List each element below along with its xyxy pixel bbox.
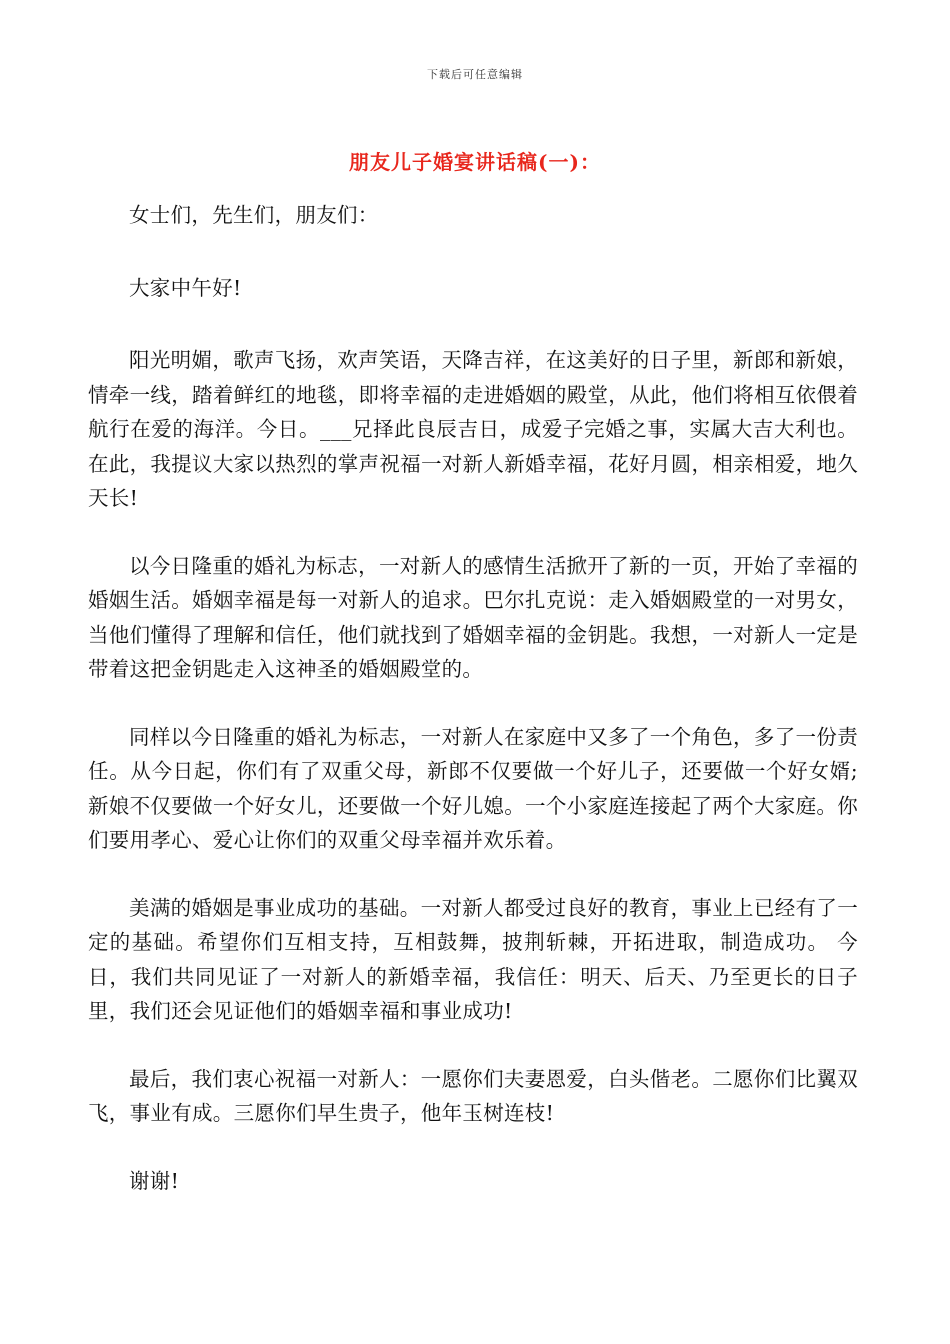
body-paragraph-4: 美满的婚姻是事业成功的基础。一对新人都受过良好的教育，事业上已经有了一定的基础。希望你们互相支持，互相鼓舞，披荆斩棘，开拓进取，制造成功。 今日，我们共同见证了一对新人的新婚幸福，我信任：明天、后天、乃至更长的日子里，我们还会见证他们的婚姻幸福和事业成功!	[88, 895, 858, 1023]
header-note: 下载后可任意编辑	[427, 68, 523, 81]
body-paragraph-3: 同样以今日隆重的婚礼为标志，一对新人在家庭中又多了一个角色，多了一份责任。从今日起，你们有了双重父母，新郎不仅要做一个好儿子，还要做一个好女婿;新娘不仅要做一个好女儿，还要做一个好儿媳。一个小家庭连接起了两个大家庭。你们要用孝心、爱心让你们的双重父母幸福并欢乐着。	[88, 724, 858, 852]
body-paragraph-2: 以今日隆重的婚礼为标志，一对新人的感情生活掀开了新的一页，开始了幸福的婚姻生活。婚姻幸福是每一对新人的追求。巴尔扎克说：走入婚姻殿堂的一对男女，当他们懂得了理解和信任，他们就找到了婚姻幸福的金钥匙。我想，一对新人一定是带着这把金钥匙走入这神圣的婚姻殿堂的。	[88, 553, 858, 681]
closing-paragraph: 谢谢!	[129, 1168, 180, 1193]
document-body	[88, 198, 858, 1231]
greeting-paragraph: 大家中午好!	[129, 275, 242, 300]
document-title: 朋友儿子婚宴讲话稿(一)：	[349, 150, 601, 174]
body-paragraph-5: 最后，我们衷心祝福一对新人：一愿你们夫妻恩爱，白头偕老。二愿你们比翼双飞，事业有成。三愿你们早生贵子，他年玉树连枝!	[88, 1066, 858, 1125]
salutation-paragraph: 女士们，先生们，朋友们：	[129, 203, 379, 227]
body-paragraph-1: 阳光明媚，歌声飞扬，欢声笑语，天降吉祥，在这美好的日子里，新郎和新娘，情牵一线，踏着鲜红的地毯，即将幸福的走进婚姻的殿堂，从此，他们将相互依偎着航行在爱的海洋。今日。___兄择此良辰吉日，成爱子完婚之事，实属大吉大利也。在此，我提议大家以热烈的掌声祝福一对新人新婚幸福，花好月圆，相亲相爱，地久天长!	[88, 348, 858, 510]
